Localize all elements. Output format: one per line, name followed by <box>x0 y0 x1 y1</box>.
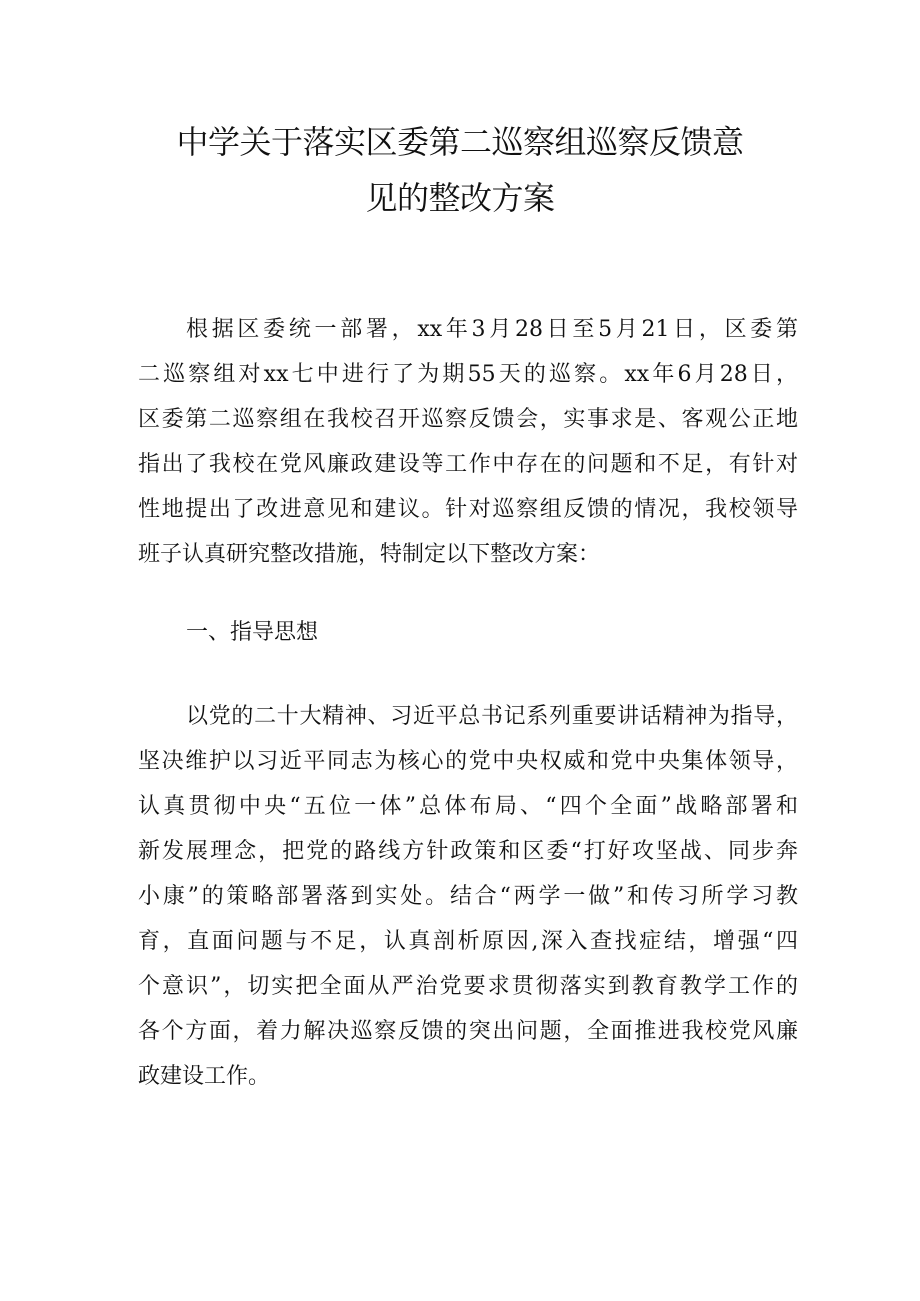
paragraph-2-line-5: 小康”的策略部署落到实处。结合“两学一做”和传习所学习教 <box>138 884 798 909</box>
paragraph-2-line-8: 各个方面，着力解决巡察反馈的突出问题，全面推进我校党风廉 <box>138 1019 798 1044</box>
paragraph-2-line-3: 认真贯彻中央“五位一体”总体布局、“四个全面”战略部署和 <box>138 794 798 819</box>
paragraph-1-line-5: 性地提出了改进意见和建议。针对巡察组反馈的情况，我校领导 <box>138 497 798 522</box>
document-title-line-2: 见的整改方案 <box>365 179 555 217</box>
document-title-line-1: 中学关于落实区委第二巡察组巡察反馈意 <box>176 123 744 161</box>
section-1-heading: 一、指导思想 <box>186 620 319 645</box>
paragraph-1-line-1: 根据区委统一部署，xx年3月28日至5月21日，区委第 <box>186 317 798 342</box>
paragraph-1-line-2: 二巡察组对xx七中进行了为期55天的巡察。xx年6月28日， <box>138 362 798 387</box>
paragraph-1-line-4: 指出了我校在党风廉政建设等工作中存在的问题和不足，有针对 <box>138 452 798 477</box>
paragraph-2-line-4: 新发展理念，把党的路线方针政策和区委“打好攻坚战、同步奔 <box>138 839 798 864</box>
paragraph-2-line-7: 个意识”，切实把全面从严治党要求贯彻落实到教育教学工作的 <box>138 974 798 999</box>
paragraph-2-line-9: 政建设工作。 <box>138 1064 271 1089</box>
paragraph-2-line-6: 育，直面问题与不足，认真剖析原因,深入查找症结，增强“四 <box>138 929 798 954</box>
paragraph-2-line-2: 坚决维护以习近平同志为核心的党中央权威和党中央集体领导， <box>138 749 798 774</box>
paragraph-1-line-6: 班子认真研究整改措施，特制定以下整改方案： <box>138 542 601 567</box>
paragraph-1-line-3: 区委第二巡察组在我校召开巡察反馈会，实事求是、客观公正地 <box>138 407 798 432</box>
paragraph-2-line-1: 以党的二十大精神、习近平总书记系列重要讲话精神为指导， <box>186 704 798 729</box>
